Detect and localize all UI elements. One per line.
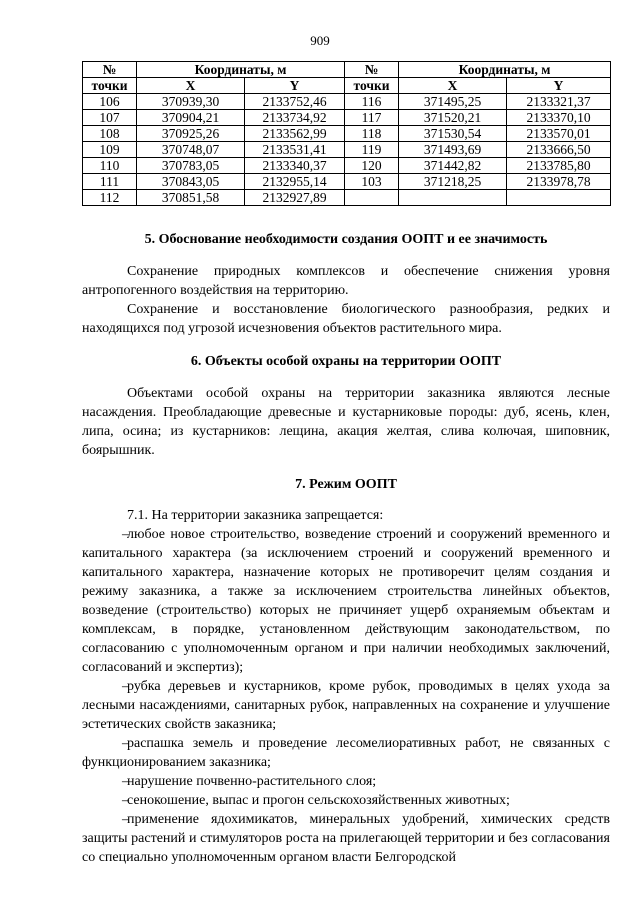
document-body bbox=[82, 230, 610, 867]
table-cell: 117 bbox=[345, 110, 399, 126]
table-cell: 2133321,37 bbox=[507, 94, 611, 110]
table-cell: 107 bbox=[83, 110, 137, 126]
list-dash: – bbox=[122, 793, 129, 808]
table-cell: 2133370,10 bbox=[507, 110, 611, 126]
table-cell: 108 bbox=[83, 126, 137, 142]
table-cell: 2133666,50 bbox=[507, 142, 611, 158]
table-cell: 370783,05 bbox=[137, 158, 245, 174]
table-cell: 106 bbox=[83, 94, 137, 110]
header-y: Y bbox=[507, 78, 611, 94]
list-item bbox=[82, 677, 610, 734]
table-cell: 370939,30 bbox=[137, 94, 245, 110]
header-coords: Координаты, м bbox=[137, 62, 345, 78]
list-item bbox=[82, 791, 610, 810]
table-cell: 371493,69 bbox=[399, 142, 507, 158]
list-item bbox=[82, 772, 610, 791]
table-cell: 371495,25 bbox=[399, 94, 507, 110]
list-dash: – bbox=[122, 812, 129, 827]
list-item-text: нарушение почвенно-растительного слоя; bbox=[127, 774, 377, 789]
list-item-text: любое новое строительство, возведение строений и сооружений временного и капитального характера (за исключением строений и сооружений временного и капитального характера, назначение которых не противоречит целям создания и режиму заказника, а также за исключением строительства линейных объектов, возведение (строительство) которых не причиняет ущерб охраняемым объектам и комплексам, в порядке, установленном действующим законодательством, по согласованию с уполномоченным органом и при наличии необходимых заключений, согласований и экспертиз); bbox=[82, 527, 610, 675]
header-point-sub: точки bbox=[345, 78, 399, 94]
table-cell: 371218,25 bbox=[399, 174, 507, 190]
header-x: X bbox=[137, 78, 245, 94]
table-cell bbox=[399, 190, 507, 206]
table-cell: 2133752,46 bbox=[245, 94, 345, 110]
table-cell: 120 bbox=[345, 158, 399, 174]
table-cell: 370925,26 bbox=[137, 126, 245, 142]
section-5-title: 5. Обоснование необходимости создания ООПТ и ее значимость bbox=[144, 232, 548, 247]
table-cell: 2133340,37 bbox=[245, 158, 345, 174]
table-cell: 109 bbox=[83, 142, 137, 158]
list-item-text: применение ядохимикатов, минеральных удобрений, химических средств защиты растений и стимуляторов роста на прилегающей территории и без согласования со специально уполномоченным органом власти Белгородской bbox=[82, 812, 610, 865]
table-cell: 116 bbox=[345, 94, 399, 110]
table-cell: 2132927,89 bbox=[245, 190, 345, 206]
list-dash: – bbox=[122, 527, 129, 542]
list-item-text: распашка земель и проведение лесомелиоративных работ, не связанных с функционированием заказника; bbox=[82, 736, 610, 770]
list-item-text: рубка деревьев и кустарников, кроме рубок, проводимых в целях ухода за лесными насаждениями, санитарных рубок, направленных на сохранение и улучшение эстетических свойств заказника; bbox=[82, 679, 610, 732]
table-cell: 119 bbox=[345, 142, 399, 158]
section-7-intro: 7.1. На территории заказника запрещается: bbox=[127, 508, 384, 523]
list-dash: – bbox=[122, 736, 129, 751]
section-5-paragraph: Сохранение и восстановление биологического разнообразия, редких и находящихся под угрозой исчезновения объектов растительного мира. bbox=[82, 302, 610, 336]
table-row bbox=[83, 142, 611, 158]
table-cell: 112 bbox=[83, 190, 137, 206]
table-cell: 370904,21 bbox=[137, 110, 245, 126]
table-cell: 371530,54 bbox=[399, 126, 507, 142]
list-dash: – bbox=[122, 679, 129, 694]
table-cell: 370748,07 bbox=[137, 142, 245, 158]
table-row bbox=[83, 110, 611, 126]
header-y: Y bbox=[245, 78, 345, 94]
table-subheader-row bbox=[83, 78, 611, 94]
table-cell: 2133785,80 bbox=[507, 158, 611, 174]
table-cell: 2133531,41 bbox=[245, 142, 345, 158]
table-cell: 110 bbox=[83, 158, 137, 174]
table-cell: 2133570,01 bbox=[507, 126, 611, 142]
header-point-sub: точки bbox=[83, 78, 137, 94]
table-cell: 2132955,14 bbox=[245, 174, 345, 190]
table-cell: 118 bbox=[345, 126, 399, 142]
header-x: X bbox=[399, 78, 507, 94]
table-cell: 2133734,92 bbox=[245, 110, 345, 126]
table-row bbox=[83, 94, 611, 110]
section-7-title: 7. Режим ООПТ bbox=[295, 477, 397, 492]
list-item bbox=[82, 734, 610, 772]
header-point-no: № bbox=[345, 62, 399, 78]
coordinates-table bbox=[82, 61, 611, 206]
table-row bbox=[83, 174, 611, 190]
table-row bbox=[83, 158, 611, 174]
table-header-row bbox=[83, 62, 611, 78]
table-cell: 111 bbox=[83, 174, 137, 190]
table-cell: 2133978,78 bbox=[507, 174, 611, 190]
header-coords: Координаты, м bbox=[399, 62, 611, 78]
table-cell bbox=[507, 190, 611, 206]
list-item bbox=[82, 525, 610, 677]
table-cell: 370851,58 bbox=[137, 190, 245, 206]
prohibition-list bbox=[82, 525, 610, 867]
list-item bbox=[82, 810, 610, 867]
section-5-paragraph: Сохранение природных комплексов и обеспечение снижения уровня антропогенного воздействия на территорию. bbox=[82, 264, 610, 298]
table-cell: 371442,82 bbox=[399, 158, 507, 174]
table-row bbox=[83, 190, 611, 206]
section-6-title: 6. Объекты особой охраны на территории ООПТ bbox=[190, 354, 502, 369]
table-cell: 103 bbox=[345, 174, 399, 190]
table-cell: 2133562,99 bbox=[245, 126, 345, 142]
list-dash: – bbox=[122, 774, 129, 789]
list-item-text: сенокошение, выпас и прогон сельскохозяйственных животных; bbox=[127, 793, 510, 808]
table-cell: 370843,05 bbox=[137, 174, 245, 190]
table-row bbox=[83, 126, 611, 142]
page-number: 909 bbox=[310, 33, 330, 48]
header-point-no: № bbox=[83, 62, 137, 78]
table-cell: 371520,21 bbox=[399, 110, 507, 126]
table-cell bbox=[345, 190, 399, 206]
section-6-paragraph: Объектами особой охраны на территории заказника являются лесные насаждения. Преобладающие древесные и кустарниковые породы: дуб, ясень, клен, липа, осина; из кустарников: лещина, акация желтая, слива колючая, шиповник, боярышник. bbox=[82, 386, 610, 458]
